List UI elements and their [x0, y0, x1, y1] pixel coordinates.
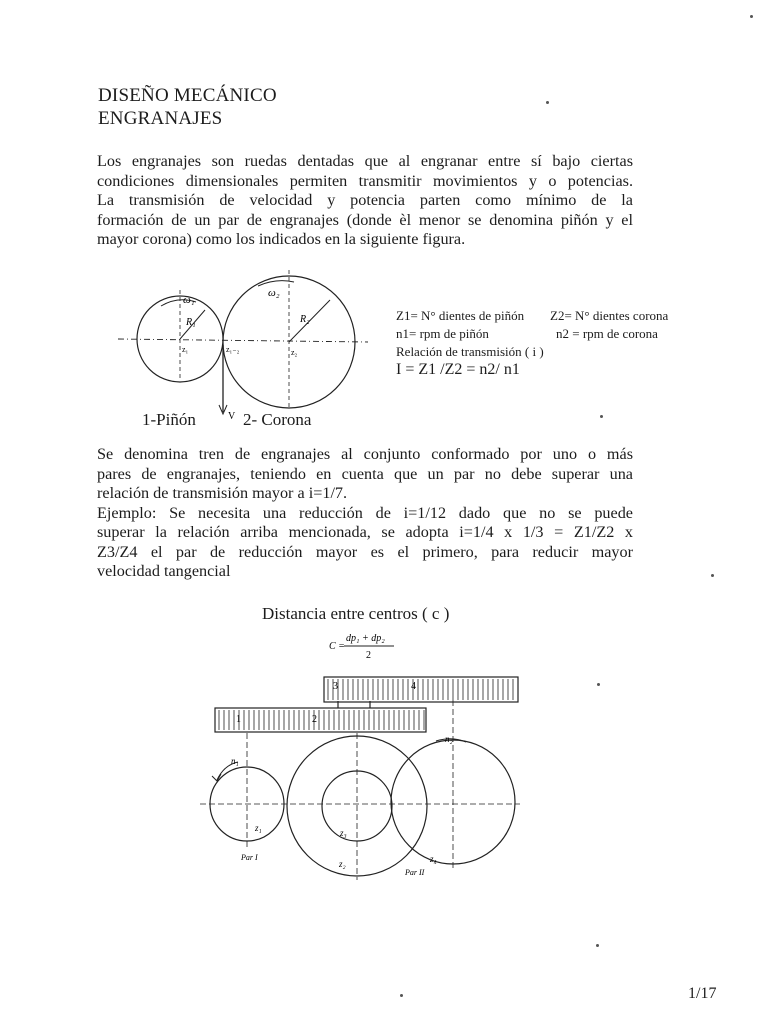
intro-line: Los engranajes son ruedas dentadas que al engranar entre sí bajo ciertas	[97, 152, 633, 170]
scan-speck	[750, 15, 753, 18]
caption-pinion: 1-Piñón	[142, 410, 196, 429]
legend-z1: Z1= N° dientes de piñón	[396, 308, 525, 323]
teeth-z1-label: z₁	[255, 823, 262, 833]
intro-line: formación de un par de engranajes (donde èl menor se denomina piñón y el	[97, 210, 633, 229]
contact-label: z₁₋₂	[226, 345, 240, 354]
body-line: Se denomina tren de engranajes al conjunto conformado por uno o más	[97, 445, 633, 463]
body-line: relación de transmisión mayor a i=1/7.	[97, 484, 348, 502]
page-number: 1/17	[688, 985, 717, 1002]
legend-z2: Z2= N° dientes corona	[550, 308, 669, 323]
body-line: superar la relación arriba mencionada, se adopta i=1/4 x 1/3 = Z1/Z2 x	[97, 523, 633, 541]
caption-crown: 2- Corona	[243, 410, 312, 429]
legend-n1: n1= rpm de piñón	[396, 326, 489, 341]
r2-label: R₂	[300, 314, 310, 325]
center2-label: z₂	[291, 348, 298, 357]
body-line: pares de engranajes, teniendo en cuenta que un par no debe superar una	[97, 464, 633, 483]
body-line: velocidad tangencial	[97, 562, 231, 580]
speed-n1-label: n₁	[231, 756, 239, 766]
pair-1-label: Par I	[241, 853, 258, 862]
intro-line: mayor corona) como los indicados en la siguiente figura.	[97, 230, 466, 248]
scan-speck	[597, 683, 600, 686]
formula-c: C =	[329, 641, 345, 652]
speed-n2-label: n₂	[445, 734, 453, 744]
gear-train-drawing	[200, 677, 520, 880]
gear-label-4: 4	[411, 681, 416, 692]
teeth-z4-label: z₄	[430, 854, 437, 864]
center1-label: z₁	[182, 345, 189, 354]
scan-speck	[400, 994, 403, 997]
r1-label: R₁	[186, 317, 196, 328]
gear-label-3: 3	[333, 681, 338, 692]
intro-line: condiciones dimensionales permiten transmitir movimientos y o potencias.	[97, 171, 633, 190]
legend-formula: I = Z1 /Z2 = n2/ n1	[396, 361, 520, 378]
teeth-z3-label: z₃	[340, 828, 347, 838]
gear-label-2: 2	[312, 714, 317, 725]
velocity-label: V	[228, 411, 236, 422]
teeth-z2-label: z₂	[339, 859, 346, 869]
center-line	[118, 339, 368, 342]
legend-n2: n2 = rpm de corona	[556, 326, 658, 341]
formula-numerator: dp₁ + dp₂	[346, 633, 385, 644]
formula-denominator: 2	[366, 650, 371, 661]
intro-line: La transmisión de velocidad y potencia parten como mínimo de la	[97, 191, 633, 209]
scan-speck	[711, 574, 714, 577]
center-distance-heading: Distancia entre centros ( c )	[262, 604, 450, 623]
omega2-label: ω₂	[268, 287, 280, 299]
legend-ratio-label: Relación de transmisión ( i )	[396, 344, 544, 359]
doc-title-line2: ENGRANAJES	[98, 108, 223, 129]
body-line: Z3/Z4 el par de reducción mayor es el primero, para reducir mayor	[97, 542, 633, 561]
omega1-label: ω₁	[183, 294, 195, 306]
pair-2-label: Par II	[405, 868, 425, 877]
body-line: Ejemplo: Se necesita una reducción de i=1/12 dado que no se puede	[97, 503, 633, 522]
scan-speck	[546, 101, 549, 104]
body-paragraph	[97, 445, 633, 582]
scan-speck	[600, 415, 603, 418]
gear-label-1: 1	[236, 714, 241, 725]
legend-block	[396, 307, 669, 379]
doc-title-line1: DISEÑO MECÁNICO	[98, 85, 277, 106]
scan-speck	[596, 944, 599, 947]
